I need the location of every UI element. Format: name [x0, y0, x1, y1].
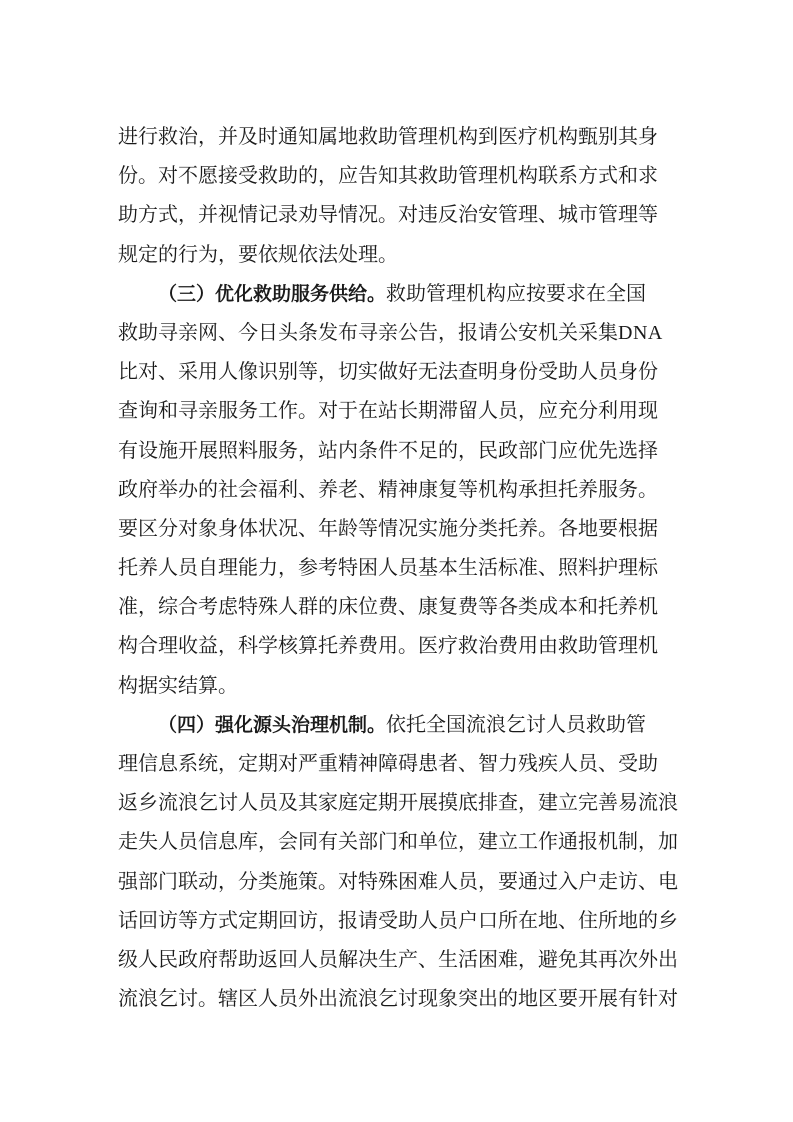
text-line: 有设施开展照料服务，站内条件不足的，民政部门应优先选择: [118, 437, 658, 462]
text-line: 强部门联动，分类施策。对特殊困难人员，要通过入户走访、电: [118, 868, 678, 893]
paragraph-continuation: [118, 117, 683, 274]
text-line: 要区分对象身体状况、年龄等情况实施分类托养。各地要根据: [118, 515, 658, 540]
text-line: 依托全国流浪乞讨人员救助管: [386, 711, 647, 736]
text-line: 流浪乞讨。辖区人员外出流浪乞讨现象突出的地区要开展有针对: [118, 986, 678, 1011]
text-line: 构合理收益，科学核算托养费用。医疗救治费用由救助管理机: [118, 633, 658, 658]
section-3-second-line: [118, 313, 683, 352]
section-4-first-line: [118, 705, 683, 744]
text-line: 规定的行为，要依规依法处理。: [118, 241, 398, 266]
text-line: 准，综合考虑特殊人群的床位费、康复费等各类成本和托养机: [118, 594, 658, 619]
text-line: 构据实结算。: [118, 672, 238, 697]
section-3-first-line: [118, 274, 683, 313]
body-text: [118, 117, 683, 1018]
text-line: 理信息系统，定期对严重精神障碍患者、智力残疾人员、受助: [118, 751, 658, 775]
text-line: 比对、采用人像识别等，切实做好无法查明身份受助人员身份: [118, 359, 658, 384]
text-line: 进行救治，并及时通知属地救助管理机构到医疗机构甄别其身: [118, 124, 658, 148]
text-line: 救助管理机构应按要求在全国: [386, 280, 647, 305]
section-3-heading: （三）优化救助服务供给。: [158, 282, 387, 305]
section-4-heading: （四）强化源头治理机制。: [158, 713, 387, 736]
dna-term: DNA: [618, 321, 663, 344]
text-line: 走失人员信息库，会同有关部门和单位，建立工作通报机制，加: [118, 829, 678, 854]
text-line: 份。对不愿接受救助的，应告知其救助管理机构联系方式和求: [118, 163, 658, 188]
text-line: 级人民政府帮助返回人员解决生产、生活困难，避免其再次外出: [118, 946, 678, 971]
text-line: 救助寻亲网、今日头条发布寻亲公告，报请公安机关采集: [118, 319, 618, 344]
paragraph-section-3: [118, 274, 683, 705]
text-line: 助方式，并视情记录劝导情况。对违反治安管理、城市管理等: [118, 202, 658, 227]
text-line: 政府举办的社会福利、养老、精神康复等机构承担托养服务。: [118, 476, 658, 501]
paragraph-section-4: [118, 705, 683, 1019]
text-line: 查询和寻亲服务工作。对于在站长期滞留人员，应充分利用现: [118, 398, 658, 423]
text-line: 返乡流浪乞讨人员及其家庭定期开展摸底排查，建立完善易流浪: [118, 790, 678, 815]
text-line: 托养人员自理能力，参考特困人员基本生活标准、照料护理标: [118, 555, 658, 580]
text-line: 话回访等方式定期回访，报请受助人员户口所在地、住所地的乡: [118, 907, 678, 932]
